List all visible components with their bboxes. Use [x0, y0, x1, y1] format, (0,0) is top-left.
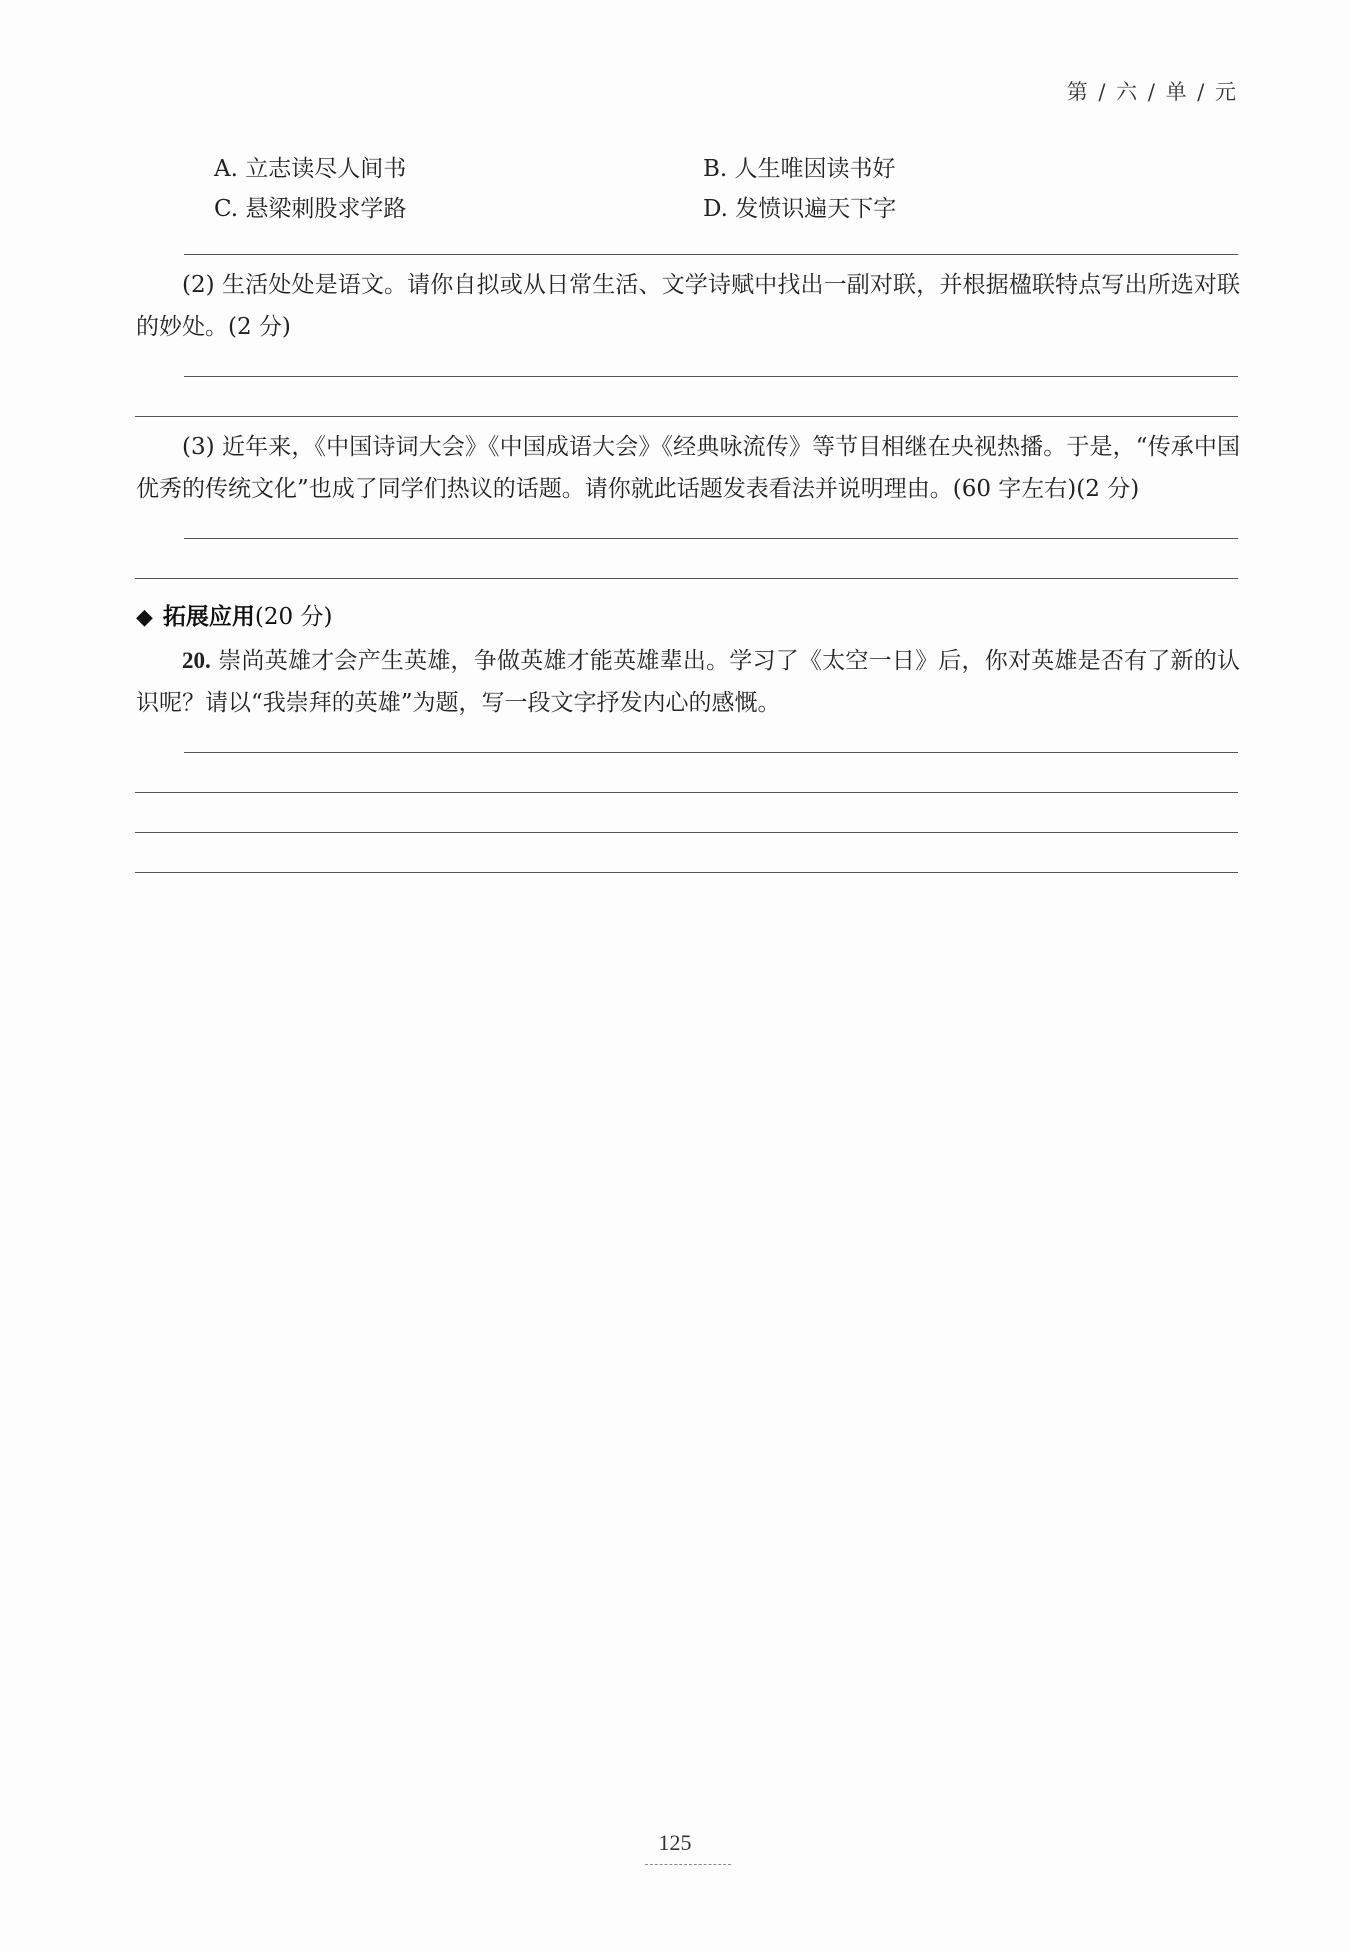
section-title: 拓展应用	[162, 604, 255, 630]
answer-line	[184, 752, 1238, 753]
answer-line	[135, 416, 1238, 417]
question-number: 20.	[182, 648, 211, 673]
answer-line	[184, 254, 1238, 255]
diamond-icon: ◆	[136, 605, 153, 630]
page-number: 125	[658, 1830, 692, 1855]
question-3-text: (3) 近年来，《中国诗词大会》《中国成语大会》《经典咏流传》等节目相继在央视热播。于是，“传承中国优秀的传统文化”也成了同学们热议的话题。请你就此话题发表看法并说明理由。(60 字左右)(2 分)	[136, 434, 1240, 502]
answer-line	[184, 376, 1238, 377]
option-b: B. 人生唯因读书好	[703, 156, 896, 182]
answer-line	[135, 872, 1238, 873]
question-2-text: (2) 生活处处是语文。请你自拟或从日常生活、文学诗赋中找出一副对联，并根据楹联特点写出所选对联的妙处。(2 分)	[136, 272, 1240, 340]
answer-line	[135, 792, 1238, 793]
answer-line	[184, 538, 1238, 539]
option-c: C. 悬梁刺股求学路	[214, 196, 407, 222]
answer-line	[135, 832, 1238, 833]
answer-line	[135, 578, 1238, 579]
question-20	[136, 640, 1240, 724]
section-score: (20 分)	[254, 604, 333, 630]
question-20-text: 崇尚英雄才会产生英雄，争做英雄才能英雄辈出。学习了《太空一日》后，你对英雄是否有了新的认识呢？请以“我崇拜的英雄”为题，写一段文字抒发内心的感慨。	[136, 648, 1241, 716]
section-heading	[136, 598, 332, 631]
page-number-underline	[645, 1864, 731, 1865]
option-a: A. 立志读尽人间书	[214, 156, 407, 182]
option-d: D. 发愤识遍天下字	[703, 196, 897, 222]
unit-header: 第 / 六 / 单 / 元	[1066, 80, 1238, 104]
